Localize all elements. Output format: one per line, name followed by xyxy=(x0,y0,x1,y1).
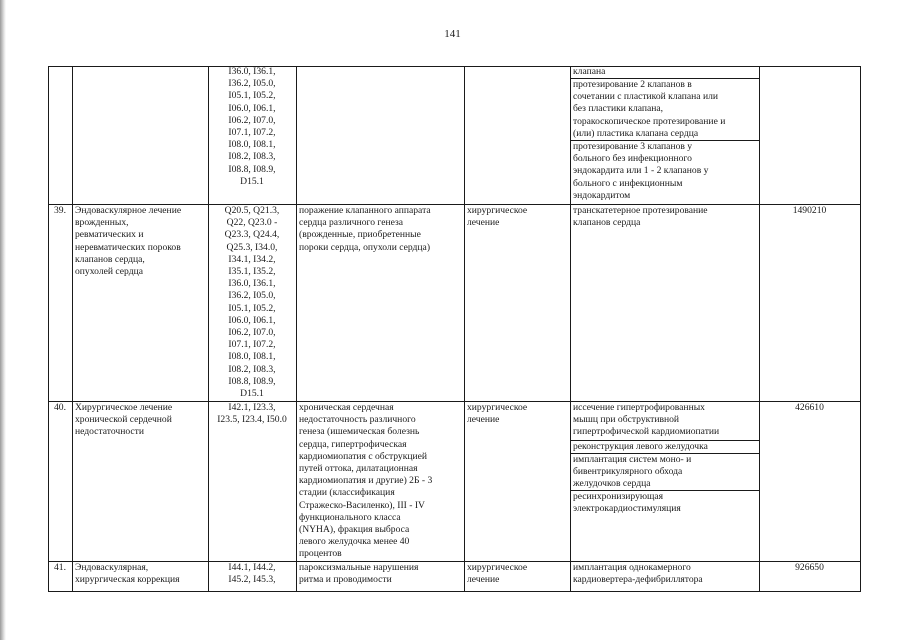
treatment-type: хирургическое лечение xyxy=(467,205,528,229)
row-number: 39. xyxy=(54,205,66,216)
cost-value: 426610 xyxy=(795,402,824,413)
patient-model: поражение клапанного аппарата сердца различного генеза (врожденные, приобретенные пороки сердца, опухоли сердца) xyxy=(299,205,431,253)
page-number: 141 xyxy=(444,28,461,40)
care-type-name: Эндоваскулярная, хирургическая коррекция xyxy=(75,562,180,586)
treatment-type: хирургическое лечение xyxy=(467,402,528,426)
treatment-method: протезирование 3 клапанов у больного без инфекционного эндокардита или 1 - 2 клапанов у больного с инфекционным эндокардитом xyxy=(573,141,709,201)
patient-model: хроническая сердечная недостаточность различного генеза (ишемическая болезнь сердца, гипертрофическая кардиомиопатия с обструкцией путей оттока, дилатационная кардиомиопатия и другие) 2Б - 3 стадии (классификация Стражеско-Василенко), III - IV функционального класса (NYHA), фракция выброса левого желудочка менее 40 процентов xyxy=(299,402,433,560)
treatment-method: имплантация однокамерного кардиовертера-дефибриллятора xyxy=(573,562,703,586)
scan-left-edge xyxy=(0,0,6,640)
cost-value: 926650 xyxy=(795,562,824,573)
care-type-name: Эндоваскулярное лечение врожденных, ревматических и неревматических пороков клапанов сердца, опухолей сердца xyxy=(75,205,182,278)
treatment-method: транскатетерное протезирование клапанов сердца xyxy=(573,205,708,229)
icd-codes: I36.0, I36.1, I36.2, I05.0, I05.1, I05.2, I06.0, I06.1, I06.2, I07.0, I07.1, I07.2, I08.0, I08.1, I08.2, I08.3, I08.8, I08.9, D15.1 xyxy=(228,66,276,187)
icd-codes: Q20.5, Q21.3, Q22, Q23.0 - Q23.3, Q24.4, Q25.3, I34.0, I34.1, I34.2, I35.1, I35.2, I36.0, I36.1, I36.2, I05.0, I05.1, I05.2, I06.0, I06.1, I06.2, I07.0, I07.1, I07.2, I08.0, I08.1, I08.2, I08.3, I08.8, I08.9, D15.1 xyxy=(224,205,280,400)
treatment-method: имплантация систем моно- и бивентрикулярного обхода желудочков сердца xyxy=(573,454,692,490)
treatment-method: клапана xyxy=(573,66,606,77)
care-type-name: Хирургическое лечение хронической сердечной недостаточности xyxy=(75,402,173,438)
icd-codes: I44.1, I44.2, I45.2, I45.3, xyxy=(228,562,276,586)
row-number: 41. xyxy=(54,562,66,573)
patient-model: пароксизмальные нарушения ритма и проводимости xyxy=(299,562,419,586)
icd-codes: I42.1, I23.3, I23.5, I23.4, I50.0 xyxy=(217,402,287,426)
row-number: 40. xyxy=(54,402,66,413)
treatment-method: реконструкция левого желудочка xyxy=(573,441,708,452)
treatment-method: иссечение гипертрофированных мышц при обструктивной гипертрофической кардиомиопатии xyxy=(573,402,720,438)
treatment-method: ресинхронизирующая электрокардиостимуляция xyxy=(573,491,681,515)
treatment-method: протезирование 2 клапанов в сочетании с пластикой клапана или без пластики клапана, торакоскопическое протезирование и (или) пластика клапана сердца xyxy=(573,79,726,139)
treatment-type: хирургическое лечение xyxy=(467,562,528,586)
cost-value: 1490210 xyxy=(792,205,827,216)
